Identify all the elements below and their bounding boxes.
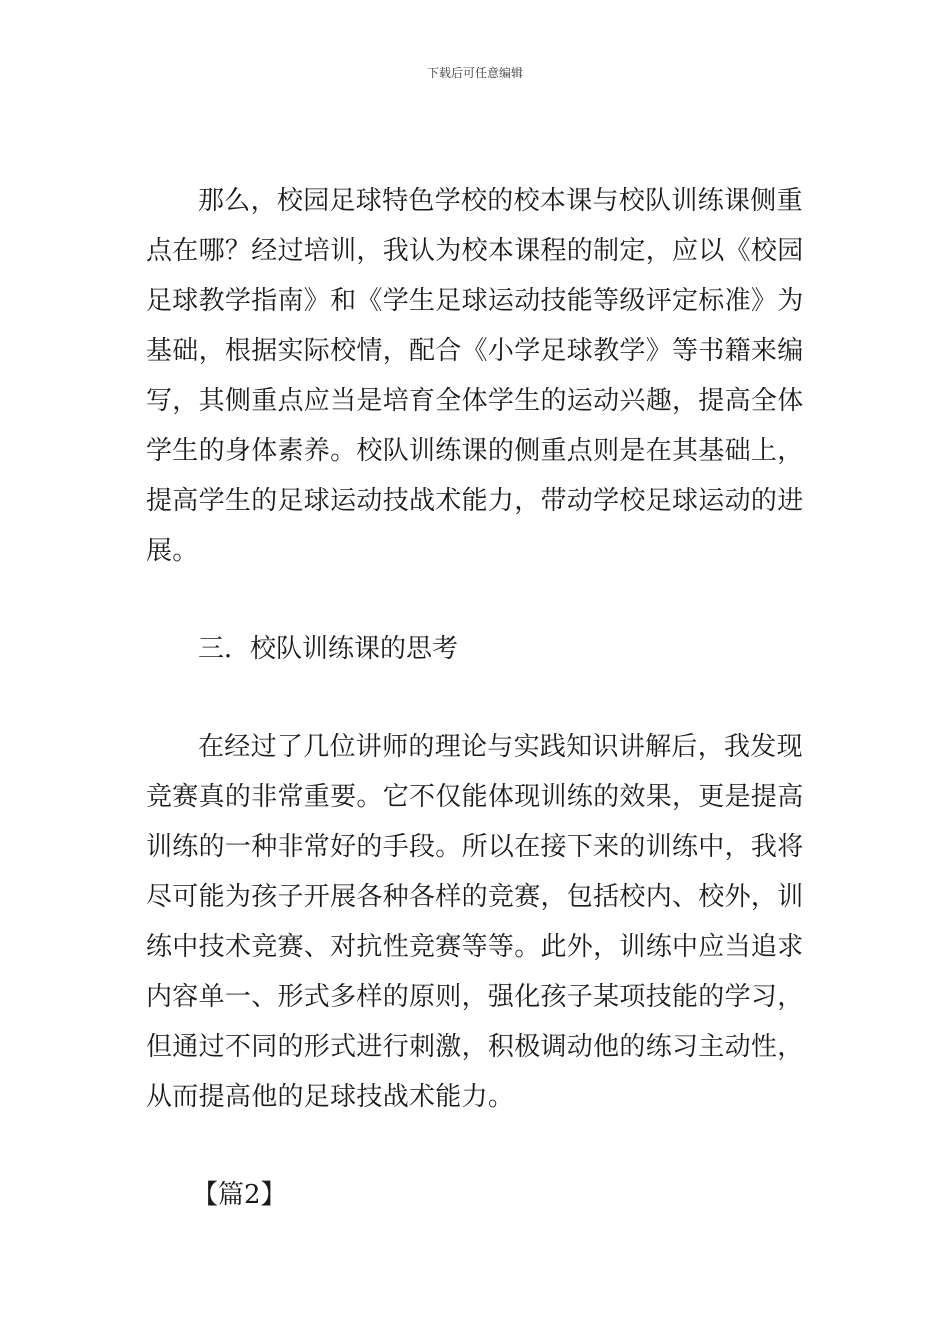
part-label: 【篇2】 [192,1180,287,1210]
paragraph-2: 在经过了几位讲师的理论与实践知识讲解后，我发现竞赛真的非常重要。它不仅能体现训练的效果，更是提高训练的一种非常好的手段。所以在接下来的训练中，我将尽可能为孩子开展各种各样的竞赛，包括校内、校外，训练中技术竞赛、对抗性竞赛等等。此外，训练中应当追求内容单一、形式多样的原则，强化孩子某项技能的学习，但通过不同的形式进行刺激，积极调动他的练习主动性，从而提高他的足球技战术能力。 [146,732,804,1112]
document-body [146,176,806,1220]
paragraph-1: 那么，校园足球特色学校的校本课与校队训练课侧重点在哪？经过培训，我认为校本课程的制定，应以《校园足球教学指南》和《学生足球运动技能等级评定标准》为基础，根据实际校情，配合《小学足球教学》等书籍来编写，其侧重点应当是培育全体学生的运动兴趣，提高全体学生的身体素养。校队训练课的侧重点则是在其基础上，提高学生的足球运动技战术能力，带动学校足球运动的进展。 [146,186,804,566]
header-note: 下载后可任意编辑 [426,66,523,80]
section-heading: 三．校队训练课的思考 [198,634,459,664]
